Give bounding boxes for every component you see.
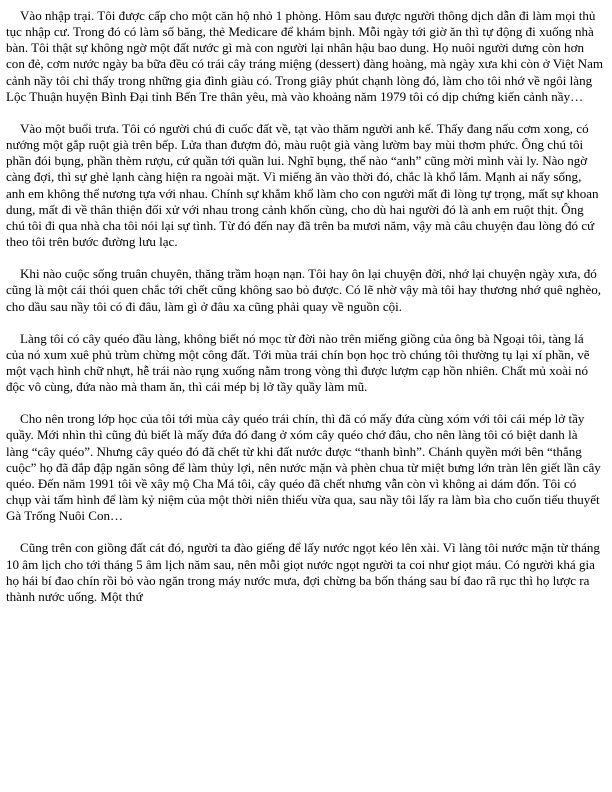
paragraph-1: Vào nhập trại. Tôi được cấp cho một căn hộ nhỏ 1 phòng. Hôm sau được người thông dịch dẫn đi làm mọi thủ tục nhập cư. Trong đó có làm số băng, thẻ Medicare để khám bịnh. Mỗi ngày tới giờ ăn thì tự động đi xuống nhà bàn. Tôi thật sự không ngờ một đất nước gì mà con người lại nhân hậu bao dung. Họ nuôi người dưng còn hơn con đẻ, cơm nước ngày ba bữa đều có trái cây tráng miệng (dessert) đàng hoàng, mà ngày xưa khi còn ở Việt Nam cảnh nầy tôi chỉ thấy trong những gia đình giàu có. Trong giây phút chạnh lòng đó, làm cho tôi nhớ về ngôi làng Lộc Thuận huyện Bình Đại tỉnh Bến Tre thân yêu, mà vào khoảng năm 1979 tôi có dịp chứng kiến cảnh nầy… [6,8,604,104]
paragraph-2: Vào một buổi trưa. Tôi có người chú đi cuốc đất về, tạt vào thăm người anh kế. Thấy đang nấu cơm xong, có nướng một gắp ruột già trên bếp. Lửa than đượm đỏ, màu ruột già vàng lườm bay mùi thơm phức. Ông chú tôi phần đói bụng, phần thèm rượu, cứ quần tới quần lui. Nghĩ bụng, thế nào “anh” cũng mời mình vài ly. Nào ngờ càng đợi, thì sự ghẻ lạnh càng hiện ra ngoài mặt. Vì miếng ăn vào thời đó, chắc là khổ lắm. Mạnh ai nấy sống, anh em không thể nương tựa với nhau. Chính sự khắm khổ làm cho con người mất đi lòng tự trọng, mất sự khoan dung, mất đi về thân thiện đối xử với nhau trong cảnh khốn cùng, cho dù hai người đó là anh em ruột thịt. Ông chú tôi đi qua nhà cha tôi nói lại sự tình. Từ đó đến nay đã trên ba mươi năm, vậy mà câu chuyện đau lòng đó cứ theo tôi trên bước đường lưu lạc. [6,120,599,250]
paragraph-3: Khi nào cuộc sống truân chuyên, thăng trầm hoạn nạn. Tôi hay ôn lại chuyện đời, nhớ lại chuyện ngày xưa, đó cũng là một cái thói quen chắc tới chết cũng không sao bỏ được. Có lẽ nhờ vậy mà tôi hay thương nhớ quê nghèo, cho dầu sau nầy tôi có đi đâu, làm gì ở đâu xa cũng phải quay về nguồn cội. [6,266,602,314]
paragraph-5: Cho nên trong lớp học của tôi tới mùa cây quéo trái chín, thì đã có mấy đứa cùng xóm với tôi cái mép lở tầy quầy. Mới nhìn thì cũng đủ biết là mấy đứa đó đang ở xóm cây quéo chớ đâu, cho nên làng tôi có biệt danh là làng “cây quéo”. Nhưng cây quéo đó đã chết từ khi đất nước được “thanh bình”. Chánh quyền mới bên “thắng cuộc” họ đã đắp đập ngăn sông để làm thủy lợi, nên nước mặn và phèn chua từ miệt bưng lớn tràn lên giết lần cây quéo. Đến năm 1991 tôi về xây mộ Cha Má tôi, cây quéo đã chết nhưng vẫn còn vì không ai dám đốn. Tôi có chụp vài tấm hình để làm kỷ niệm của một thời niên thiếu vừa qua, sau nầy tôi lấy ra làm bìa cho cuốn tiểu thuyết Gà Trống Nuôi Con… [6,411,601,524]
paragraph-6: Cũng trên con giồng đất cát đó, người ta đào giếng để lấy nước ngọt kéo lên xài. Vì làng tôi nước mặn từ tháng 10 âm lịch cho tới tháng 5 âm lịch năm sau, nên mỗi giọt nước ngọt người ta coi như giọt máu. Có người khá gia họ hái bí đao chín rồi bỏ vào ngăn trong máy nước mưa, đợi chừng ba bốn tháng sau bí đao rã rục thì họ lược ra thành nước uống. Một thứ [6,540,600,604]
document-page [6,8,603,605]
paragraph-4: Làng tôi có cây quéo đầu làng, không biết nó mọc từ đời nào trên miếng giồng của ông bà Ngoại tôi, tàng lá của nó xum xuê phủ trùm chừng một công đất. Tới mùa trái chín bọn học trò chúng tôi thường tụ lại xí phần, vẽ một vạch hình chữ nhựt, hễ trái nào rụng xuống nằm trong vòng thì được lượm cạp hồn nhiên. Chất mủ xoài nó độc vô cùng, đứa nào mà tham ăn, thì cái mép bị lở tầy quầy làm mũ. [6,330,590,395]
